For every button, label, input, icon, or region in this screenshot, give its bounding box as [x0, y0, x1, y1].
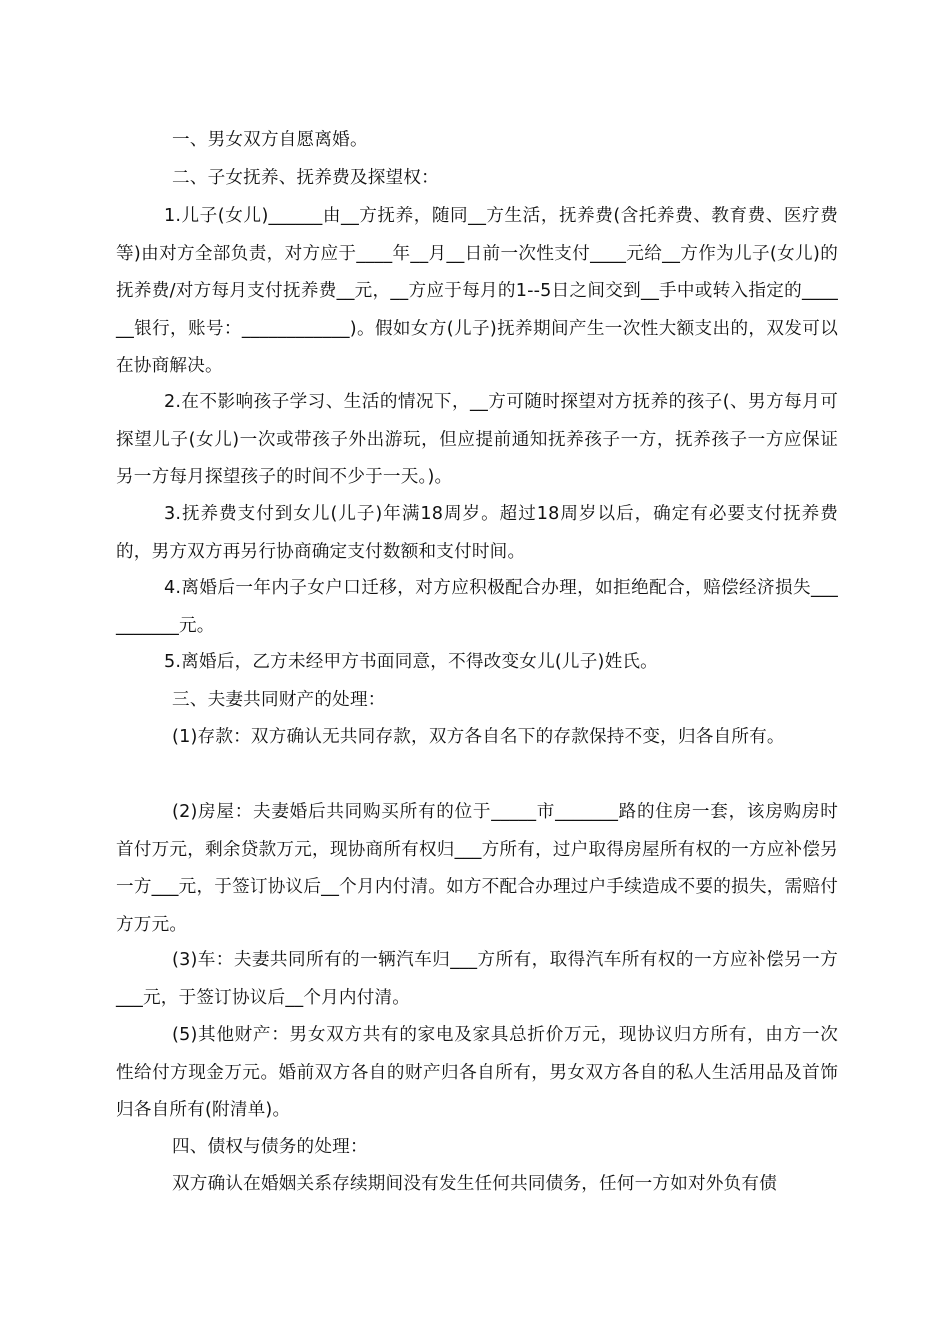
section-heading-debts: 四、债权与债务的处理：: [172, 1137, 368, 1157]
clause-deposits: (1)存款：双方确认无共同存款，双方各自名下的存款保持不变，归各自所有。: [172, 727, 785, 747]
clause-visitation: 2.在不影响孩子学习、生活的情况下，__方可随时探望对方抚养的孩子(、男方每月可探望儿子(女儿)一次或带孩子外出游玩，但应提前通知抚养孩子一方，抚养孩子一方应保证另一方每月探望孩子的时间不少于一天。)。: [116, 392, 838, 488]
clause-other-property: (5)其他财产：男女双方共有的家电及家具总折价万元，现协议归方所有，由方一次性给付方现金万元。婚前双方各自的财产归各自所有，男女双方各自的私人生活用品及首饰归各自所有(附清单)。: [116, 1025, 838, 1121]
clause-debts: 双方确认在婚姻关系存续期间没有发生任何共同债务，任何一方如对外负有债: [172, 1174, 777, 1194]
clause-car: (3)车：夫妻共同所有的一辆汽车归___方所有，取得汽车所有权的一方应补偿另一方___元，于签订协议后__个月内付清。: [116, 950, 838, 1008]
clause-house: (2)房屋：夫妻婚后共同购买所有的位于_____市_______路的住房一套，该房购房时首付万元，剩余贷款万元，现协商所有权归___方所有，过户取得房屋所有权的一方应补偿另一方___元，于签订协议后__个月内付清。如方不配合办理过户手续造成不要的损失，需赔付方万元。: [116, 802, 838, 935]
clause-child-support: 1.儿子(女儿)______由__方抚养，随同__方生活，抚养费(含托养费、教育费、医疗费等)由对方全部负责，对方应于____年__月__日前一次性支付____元给__方作为儿子(女儿)的抚养费/对方每月支付抚养费__元，__方应于每月的1--5日之间交到__手中或转入指定的______银行，账号：____________)。假如女方(儿子)抚养期间产生一次性大额支出的，双发可以在协商解决。: [116, 206, 838, 377]
section-heading-child-custody: 二、子女抚养、抚养费及探望权：: [172, 168, 439, 188]
section-heading-divorce: 一、男女双方自愿离婚。: [172, 130, 368, 150]
clause-surname: 5.离婚后，乙方未经甲方书面同意，不得改变女儿(儿子)姓氏。: [164, 652, 658, 672]
clause-household-registration: 4.离婚后一年内子女户口迁移，对方应积极配合办理，如拒绝配合，赔偿经济损失__________元。: [116, 578, 838, 636]
section-heading-property: 三、夫妻共同财产的处理：: [172, 690, 386, 710]
clause-support-duration: 3.抚养费支付到女儿(儿子)年满18周岁。超过18周岁以后，确定有必要支付抚养费的，男方双方再另行协商确定支付数额和支付时间。: [116, 504, 838, 562]
